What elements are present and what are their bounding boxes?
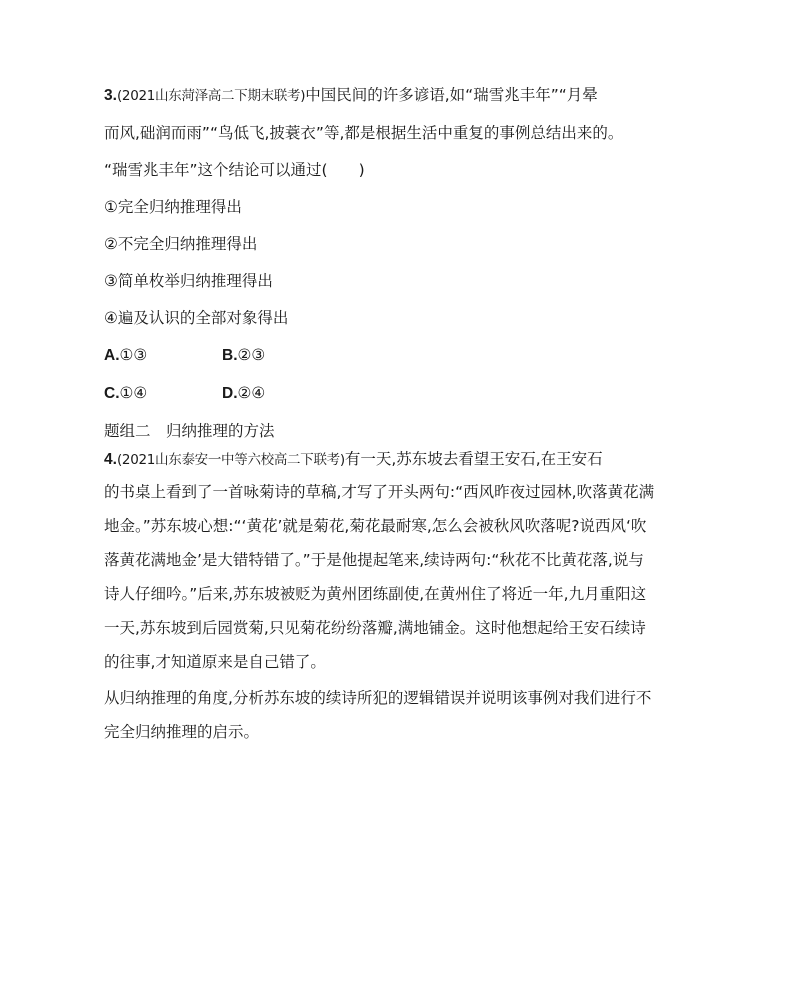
question-3-stem-line-1: 中国民间的许多谚语,如“瑞雪兆丰年”“月晕 — [305, 86, 598, 104]
section-heading: 题组二 归纳推理的方法 — [104, 422, 275, 440]
question-4-body-line-3: 落黄花满地金’是大错特错了。”于是他提起笔来,续诗两句:“秋花不比黄花落,说与 — [104, 551, 644, 569]
question-4 — [104, 444, 694, 747]
option-b: B.②③ — [222, 346, 266, 364]
question-4-body-line-2: 地金。”苏东坡心想:“‘黄花’就是菊花,菊花最耐寒,怎么会被秋风吹落呢?说西风‘吹 — [104, 517, 647, 535]
question-3-statement-1: ①完全归纳推理得出 — [104, 198, 242, 216]
question-3-statement-4: ④遍及认识的全部对象得出 — [104, 309, 289, 327]
question-3-first-line — [104, 82, 694, 109]
question-3-statement-3: ③简单枚举归纳推理得出 — [104, 272, 273, 290]
question-3-options-row-1 — [104, 342, 694, 369]
option-d: D.②④ — [222, 384, 266, 402]
question-3-statement-2: ②不完全归纳推理得出 — [104, 235, 258, 253]
worksheet-page — [104, 82, 694, 747]
question-4-prompt-line-1: 从归纳推理的角度,分析苏东坡的续诗所犯的逻辑错误并说明该事例对我们进行不 — [104, 689, 652, 707]
question-4-number: 4. — [104, 451, 117, 468]
question-4-first-line — [104, 444, 694, 475]
question-3-source: (2021山东菏泽高二下期末联考) — [116, 88, 306, 104]
question-4-body-line-6: 的往事,才知道原来是自己错了。 — [104, 653, 326, 671]
question-4-body-line-4: 诗人仔细吟。”后来,苏东坡被贬为黄州团练副使,在黄州住了将近一年,九月重阳这 — [104, 585, 647, 603]
question-4-body-line-1: 的书桌上看到了一首咏菊诗的草稿,才写了开头两句:“西风昨夜过园林,吹落黄花满 — [104, 483, 655, 501]
question-3 — [104, 82, 694, 407]
question-4-prompt-line-2: 完全归纳推理的启示。 — [104, 723, 260, 741]
option-a: A.①③ — [104, 346, 148, 364]
question-3-options-row-2 — [104, 380, 694, 407]
question-4-source: (2021山东泰安一中等六校高二下联考) — [116, 452, 345, 468]
question-3-number: 3. — [104, 87, 117, 104]
question-3-stem-line-2: 而风,础润而雨”“鸟低飞,披蓑衣”等,都是根据生活中重复的事例总结出来的。 — [104, 124, 624, 142]
question-4-body-line-5: 一天,苏东坡到后园赏菊,只见菊花纷纷落瓣,满地铺金。这时他想起给王安石续诗 — [104, 619, 646, 637]
question-4-first-line-text: 有一天,苏东坡去看望王安石,在王安石 — [344, 450, 603, 468]
option-c: C.①④ — [104, 384, 148, 402]
question-3-stem-line-3: “瑞雪兆丰年”这个结论可以通过( ) — [104, 161, 365, 179]
